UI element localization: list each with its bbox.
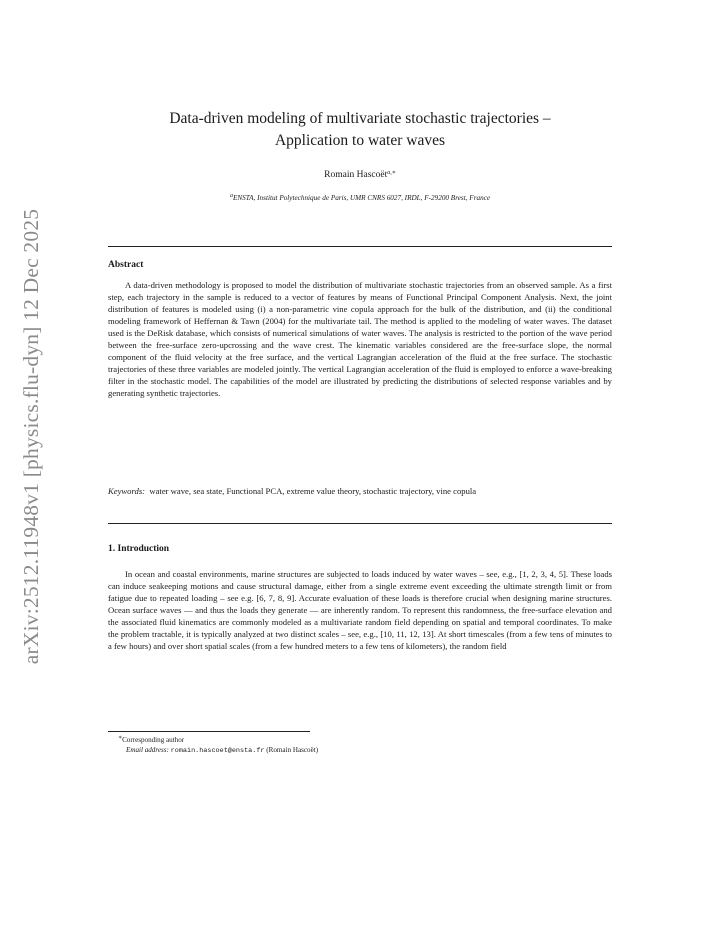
email-name: (Romain Hascoët) [266,746,319,754]
abstract-body [108,279,612,399]
footnote-mark: ∗ [118,735,123,741]
author-name: Romain Hascoët [324,170,388,180]
email-label: Email address: [126,746,169,754]
introduction-heading: 1. Introduction [108,544,170,554]
footnote-rule [108,731,310,732]
introduction-body [108,568,612,652]
arxiv-identifier: arXiv:2512.11948v1 [physics.flu-dyn] 12 Dec 2025 [19,208,44,664]
top-rule [108,246,612,247]
bottom-rule [108,523,612,524]
abstract-paragraph: A data-driven methodology is proposed to model the distribution of multivariate stochastic trajectories from an observed sample. As a first step, each trajectory in the sample is reduced to a vector of features by means of Functional Principal Component Analysis. Next, the joint distribution of features is modeled using (i) a non-parametric vine copula approach for the bulk of the distribution, and (ii) the conditional modeling framework of Heffernan & Tawn (2004) for the multivariate tail. The method is applied to the modeling of water waves. The dataset used is the DeRisk database, which consists of numerical simulations of water waves. The analysis is restricted to the portion of the wave period between the free-surface zero-upcrossing and the wave crest. The kinematic variables considered are the free-surface slope, the normal component of the fluid velocity at the free surface, and the vertical Lagrangian acceleration of the fluid at the free surface. The stochastic trajectories of these three variables are modeled jointly. The vertical Lagrangian acceleration of the fluid is employed to enforce a wave-breaking filter in the stochastic model. The capabilities of the model are illustrated by predicting the distributions of selected response variables and by generating synthetic trajectories. [108,280,612,399]
arxiv-stamp [19,208,44,664]
footnote-corresponding-text: Corresponding author [122,736,185,744]
footnote-email [126,745,318,756]
author-marks: a,∗ [387,170,396,176]
keywords-text: water wave, sea state, Functional PCA, extreme value theory, stochastic trajectory, vine copula [149,486,477,496]
author-line [108,170,612,180]
paper-title [108,108,612,152]
keywords [108,485,612,497]
title-line-2: Application to water waves [274,132,445,149]
email-address[interactable]: romain.hascoet@ensta.fr [170,747,265,755]
affiliation-text: ENSTA, Institut Polytechnique de Paris, UMR CNRS 6027, IRDL, F-29200 Brest, France [232,194,491,202]
keywords-label: Keywords: [108,486,146,496]
affiliation [108,194,612,202]
introduction-paragraph: In ocean and coastal environments, marine structures are subjected to loads induced by water waves – see, e.g., [1, 2, 3, 4, 5]. These loads can induce seakeeping motions and cause structural damage, either from a single extreme event exceeding the ultimate strength limit or from fatigue due to repeated loading – see e.g. [6, 7, 8, 9]. Accurate evaluation of these loads is therefore crucial when designing marine structures. Ocean surface waves — and thus the loads they generate — are inherently random. To represent this randomness, the free-surface elevation and the associated fluid kinematics are commonly modeled as a multivariate random field depending on spatial and temporal coordinates. To make the problem tractable, it is typically analyzed at two distinct scales – see, e.g., [10, 11, 12, 13]. At short timescales (from a few tens of minutes to a few hours) and over short spatial scales (from a few hundred meters to a few tens of kilometers), the random field [108,569,612,652]
title-line-1: Data-driven modeling of multivariate stochastic trajectories – [169,110,551,127]
abstract-heading: Abstract [108,260,144,270]
affiliation-mark: a [229,193,233,199]
footnote-corresponding [118,735,184,745]
